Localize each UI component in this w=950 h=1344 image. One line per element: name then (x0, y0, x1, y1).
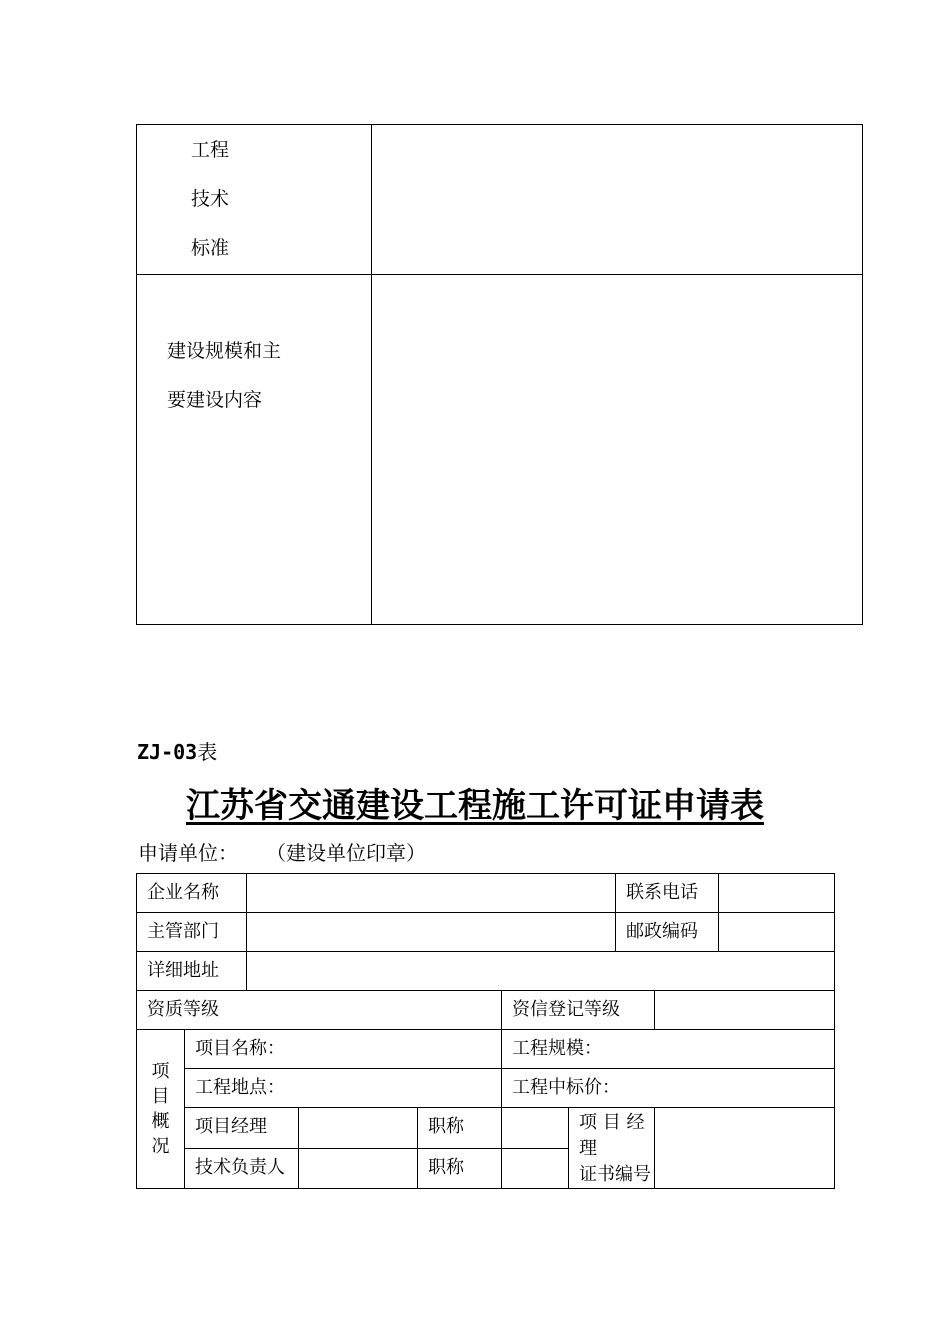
tech-lead-field[interactable] (299, 1148, 418, 1189)
form-code: ZJ-03 (137, 740, 198, 764)
project-location-field[interactable]: 工程地点： (185, 1069, 502, 1108)
project-manager-label: 项目经理 (185, 1108, 299, 1149)
construction-scale-label (137, 275, 372, 625)
credit-level-label: 资信登记等级 (502, 991, 655, 1030)
standard-label-line: 标准 (191, 237, 230, 259)
project-overview-char: 项 (151, 1061, 170, 1082)
address-field[interactable] (247, 952, 835, 991)
tech-lead-title-label: 职称 (418, 1148, 502, 1189)
scale-label-line: 建设规模和主 (167, 340, 282, 362)
applicant-line (138, 837, 426, 866)
project-scale-field[interactable]: 工程规模： (502, 1030, 835, 1069)
project-overview-label (137, 1030, 185, 1189)
postal-code-label: 邮政编码 (616, 913, 719, 952)
contact-phone-field[interactable] (719, 874, 835, 913)
project-standards-table (136, 124, 863, 625)
cert-label-line: 证书编号 (579, 1164, 651, 1185)
form-id (137, 736, 217, 765)
manager-cert-number-label (569, 1108, 655, 1189)
manager-title-label: 职称 (418, 1108, 502, 1149)
engineering-standard-label (137, 125, 372, 275)
application-table (136, 873, 835, 1189)
manager-title-field[interactable] (502, 1108, 569, 1149)
project-overview-char: 概 (151, 1111, 170, 1132)
construction-scale-field[interactable] (372, 275, 863, 625)
manager-cert-number-field[interactable] (655, 1108, 835, 1189)
project-overview-char: 目 (151, 1086, 170, 1107)
tech-lead-label: 技术负责人 (185, 1148, 299, 1189)
form-code-suffix: 表 (197, 740, 218, 764)
applicant-seal-note: （建设单位印章） (266, 841, 426, 865)
engineering-standard-field[interactable] (372, 125, 863, 275)
cert-label-line: 项 目 经 理 (579, 1112, 645, 1159)
project-name-field[interactable]: 项目名称： (185, 1030, 502, 1069)
form-title: 江苏省交通建设工程施工许可证申请表 (186, 786, 764, 826)
standard-label-line: 工程 (191, 139, 230, 161)
applicant-label: 申请单位： (138, 841, 238, 865)
company-name-label: 企业名称 (137, 874, 247, 913)
contact-phone-label: 联系电话 (616, 874, 719, 913)
project-overview-char: 况 (151, 1136, 170, 1157)
address-label: 详细地址 (137, 952, 247, 991)
tech-lead-title-field[interactable] (502, 1148, 569, 1189)
competent-dept-field[interactable] (247, 913, 616, 952)
postal-code-field[interactable] (719, 913, 835, 952)
project-manager-field[interactable] (299, 1108, 418, 1149)
credit-level-field[interactable] (655, 991, 835, 1030)
company-name-field[interactable] (247, 874, 616, 913)
qualification-level-label: 资质等级 (137, 991, 502, 1030)
competent-dept-label: 主管部门 (137, 913, 247, 952)
scale-label-line: 要建设内容 (167, 389, 263, 411)
standard-label-line: 技术 (191, 188, 230, 210)
bid-price-field[interactable]: 工程中标价： (502, 1069, 835, 1108)
